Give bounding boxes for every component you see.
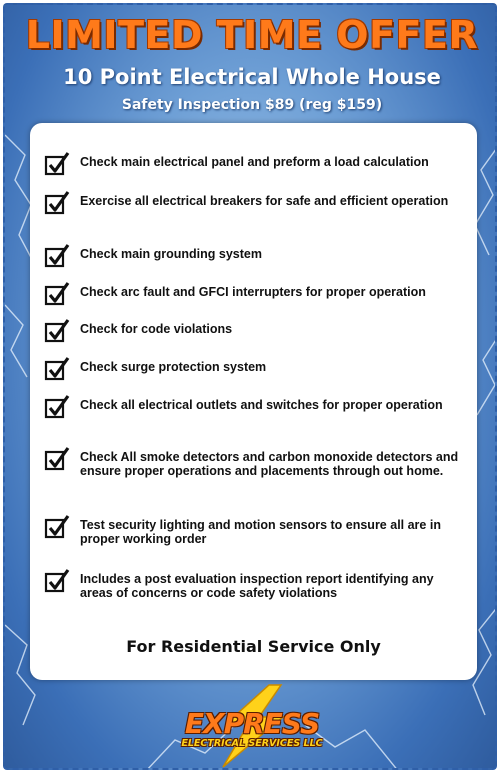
list-item <box>44 285 464 307</box>
checkbox-checked-icon <box>44 446 70 472</box>
list-item-label: Includes a post evaluation inspection report identifying any areas of concerns or code safety violations <box>80 572 434 600</box>
coupon <box>3 3 497 770</box>
headline: LIMITED TIME OFFER <box>25 13 479 57</box>
list-item-label: Check arc fault and GFCI interrupters for proper operation <box>80 285 426 299</box>
checkbox-checked-icon <box>44 514 70 540</box>
checkbox-checked-icon <box>44 356 70 382</box>
checkbox-checked-icon <box>44 151 70 177</box>
company-logo <box>165 683 335 769</box>
list-item-label: Exercise all electrical breakers for safe and efficient operation <box>80 194 449 208</box>
list-item-label: Test security lighting and motion sensors to ensure all are in proper working order <box>80 518 441 546</box>
list-item-label: Check surge protection system <box>80 360 267 374</box>
list-item <box>44 247 464 269</box>
logo-brand: EXPRESS <box>184 707 320 740</box>
list-item <box>44 572 464 600</box>
checkbox-checked-icon <box>44 281 70 307</box>
checkbox-checked-icon <box>44 568 70 594</box>
list-item <box>44 398 464 420</box>
checkbox-checked-icon <box>44 318 70 344</box>
list-item-label: Check all electrical outlets and switches for proper operation <box>80 398 443 412</box>
residential-note: For Residential Service Only <box>126 637 381 656</box>
checkbox-checked-icon <box>44 394 70 420</box>
list-item <box>44 194 464 216</box>
checkbox-checked-icon <box>44 190 70 216</box>
list-item-label: Check main electrical panel and preform a load calculation <box>80 155 429 169</box>
checkbox-checked-icon <box>44 243 70 269</box>
list-item <box>44 360 464 382</box>
list-item <box>44 322 464 344</box>
list-item-label: Check All smoke detectors and carbon monoxide detectors and ensure proper operations and placements through out home. <box>80 450 459 478</box>
logo-subtitle: ELECTRICAL SERVICES LLC <box>181 738 323 749</box>
offer-title: 10 Point Electrical Whole House <box>63 65 441 89</box>
list-item-label: Check for code violations <box>80 322 233 336</box>
offer-price: Safety Inspection $89 (reg $159) <box>121 97 383 113</box>
checklist-card <box>30 123 477 680</box>
list-item-label: Check main grounding system <box>80 247 262 261</box>
list-item <box>44 518 464 546</box>
list-item <box>44 450 464 478</box>
list-item <box>44 155 464 177</box>
